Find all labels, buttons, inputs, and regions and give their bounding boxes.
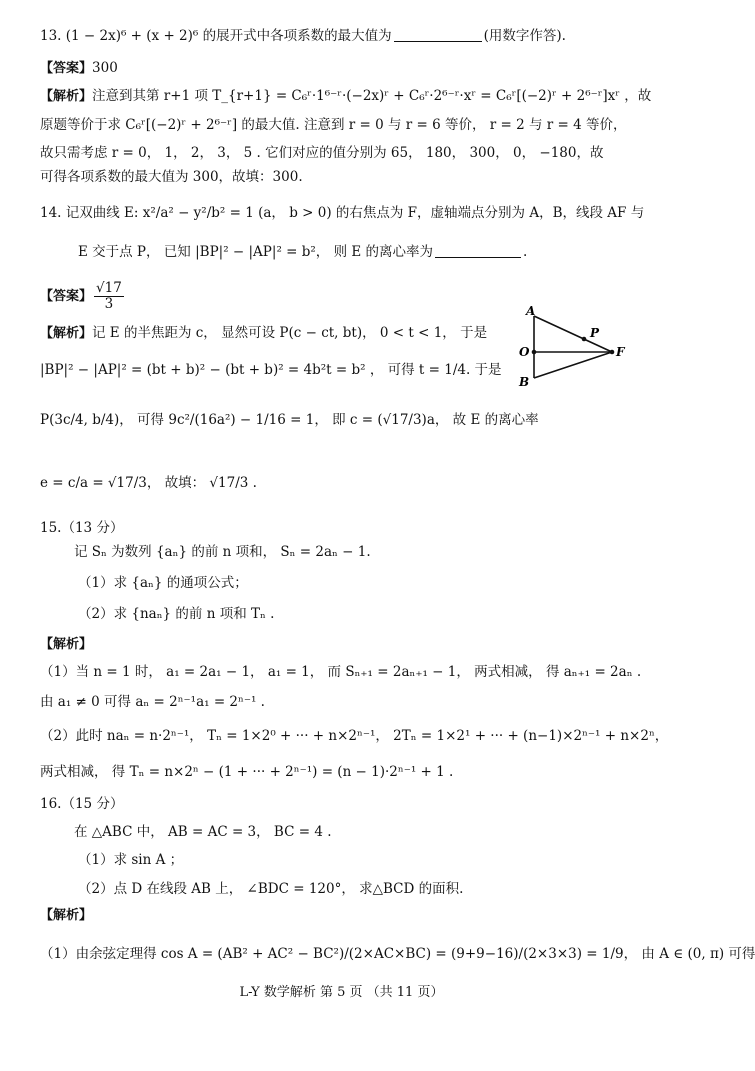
q13-prompt: [40, 27, 566, 45]
q13-answer: [40, 59, 118, 78]
answer-fraction: [94, 281, 124, 312]
q15-solution-2: 由 a₁ ≠ 0 可得 aₙ = 2ⁿ⁻¹a₁ = 2ⁿ⁻¹ .: [40, 694, 265, 710]
q15-part1: （1）求 {aₙ} 的通项公式；: [78, 575, 248, 591]
hyperbola-figure: [512, 304, 632, 388]
q13-analysis-3: 故只需考虑 r = 0， 1， 2， 3， 5 . 它们对应的值分别为 65， 180， 300， 0， −180，故: [40, 145, 604, 161]
segment-AF: [534, 316, 612, 352]
q14-analysis-4: e = c/a = √17/3， 故填： √17/3 .: [40, 475, 257, 491]
q14-answer: [40, 278, 126, 315]
q16-analysis-tag: 【解析】: [40, 908, 93, 923]
analysis-tag: 【解析】: [40, 89, 93, 104]
answer-tag: 【答案】: [40, 61, 93, 76]
answer-blank: [435, 245, 521, 258]
q14-analysis-1: [40, 324, 487, 343]
q14-analysis-2: |BP|² − |AP|² = (bt + b)² − (bt + b)² = 4b²t = b² ， 可得 t = 1/4. 于是: [40, 362, 502, 378]
q14-prompt-2-text: E 交于点 P， 已知 |BP|² − |AP|² = b²， 则 E 的离心率为: [78, 244, 434, 260]
q13-analysis-1: [40, 87, 651, 106]
q16-stem: 在 △ABC 中， AB = AC = 3， BC = 4 .: [74, 824, 332, 840]
q15-solution-3: （2）此时 naₙ = n·2ⁿ⁻¹， Tₙ = 1×2⁰ + ··· + n×2ⁿ⁻¹， 2Tₙ = 1×2¹ + ··· + (n−1)×2ⁿ⁻¹ + n×2ⁿ，: [40, 728, 669, 744]
point-O: [532, 350, 537, 355]
segment-BF: [534, 352, 612, 378]
page-footer: L-Y 数学解析 第 5 页 （共 11 页）: [239, 985, 444, 1000]
q15-solution-1: （1）当 n = 1 时， a₁ = 2a₁ − 1， a₁ = 1， 而 Sₙ₊₁ = 2aₙ₊₁ − 1， 两式相减， 得 aₙ₊₁ = 2aₙ .: [40, 664, 642, 680]
label-F: F: [616, 345, 625, 359]
analysis-tag: 【解析】: [40, 326, 93, 341]
q15-part2: （2）求 {naₙ} 的前 n 项和 Tₙ .: [78, 606, 275, 622]
q14-prompt-2: E 交于点 P， 已知 |BP|² − |AP|² = b²， 则 E 的离心率为 .: [78, 244, 528, 260]
q15-solution-4: 两式相减， 得 Tₙ = n×2ⁿ − (1 + ··· + 2ⁿ⁻¹) = (n − 1)·2ⁿ⁻¹ + 1 .: [40, 764, 454, 780]
q13-prompt-tail: (用数字作答).: [483, 28, 566, 44]
label-A: A: [526, 304, 536, 318]
q16-part1: （1）求 sin A ；: [78, 852, 184, 868]
answer-tag: 【答案】: [40, 289, 93, 304]
q14-prompt-1: 14. 记双曲线 E: x²/a² − y²/b² = 1 (a， b > 0) 的右焦点为 F，虚轴端点分别为 A，B，线段 AF 与: [40, 205, 645, 221]
answer-denominator: 3: [104, 296, 114, 312]
q15-stem: 记 Sₙ 为数列 {aₙ} 的前 n 项和， Sₙ = 2aₙ − 1.: [74, 544, 371, 560]
answer-numerator: √17: [96, 280, 122, 296]
point-P: [582, 337, 587, 342]
answer-value: 300: [92, 60, 118, 76]
answer-blank: [394, 29, 482, 42]
q16-title: 16.（15 分）: [40, 796, 124, 812]
q13-analysis-4: 可得各项系数的最大值为 300，故填：300.: [40, 169, 303, 185]
q16-part2: （2）点 D 在线段 AB 上， ∠BDC = 120°， 求△BCD 的面积.: [78, 881, 464, 897]
label-B: B: [519, 375, 530, 389]
point-F: [610, 350, 615, 355]
analysis-text: 记 E 的半焦距为 c， 显然可设 P(c − ct, bt)， 0 < t < 1， 于是: [92, 325, 488, 341]
q16-solution-1: （1）由余弦定理得 cos A = (AB² + AC² − BC²)/(2×AC×BC) = (9+9−16)/(2×3×3) = 1/9， 由 A ∈ (0, π) 可得: [40, 946, 755, 962]
q14-analysis-3: P(3c/4, b/4)， 可得 9c²/(16a²) − 1/16 = 1， 即 c = (√17/3)a， 故 E 的离心率: [40, 412, 539, 428]
analysis-text: 注意到其第 r+1 项 T_{r+1} = C₆ʳ·1⁶⁻ʳ·(−2x)ʳ + C₆ʳ·2⁶⁻ʳ·xʳ = C₆ʳ[(−2)ʳ + 2⁶⁻ʳ]xʳ ，故: [92, 88, 652, 104]
q15-title: 15.（13 分）: [40, 520, 124, 536]
label-O: O: [519, 345, 530, 359]
q15-analysis-tag: 【解析】: [40, 637, 93, 652]
label-P: P: [590, 326, 600, 340]
q13-prompt-lead: 13. (1 − 2x)⁶ + (x + 2)⁶ 的展开式中各项系数的最大值为: [40, 28, 392, 44]
q13-analysis-2: 原题等价于求 C₆ʳ[(−2)ʳ + 2⁶⁻ʳ] 的最大值. 注意到 r = 0 与 r = 6 等价， r = 2 与 r = 4 等价，: [40, 117, 627, 133]
